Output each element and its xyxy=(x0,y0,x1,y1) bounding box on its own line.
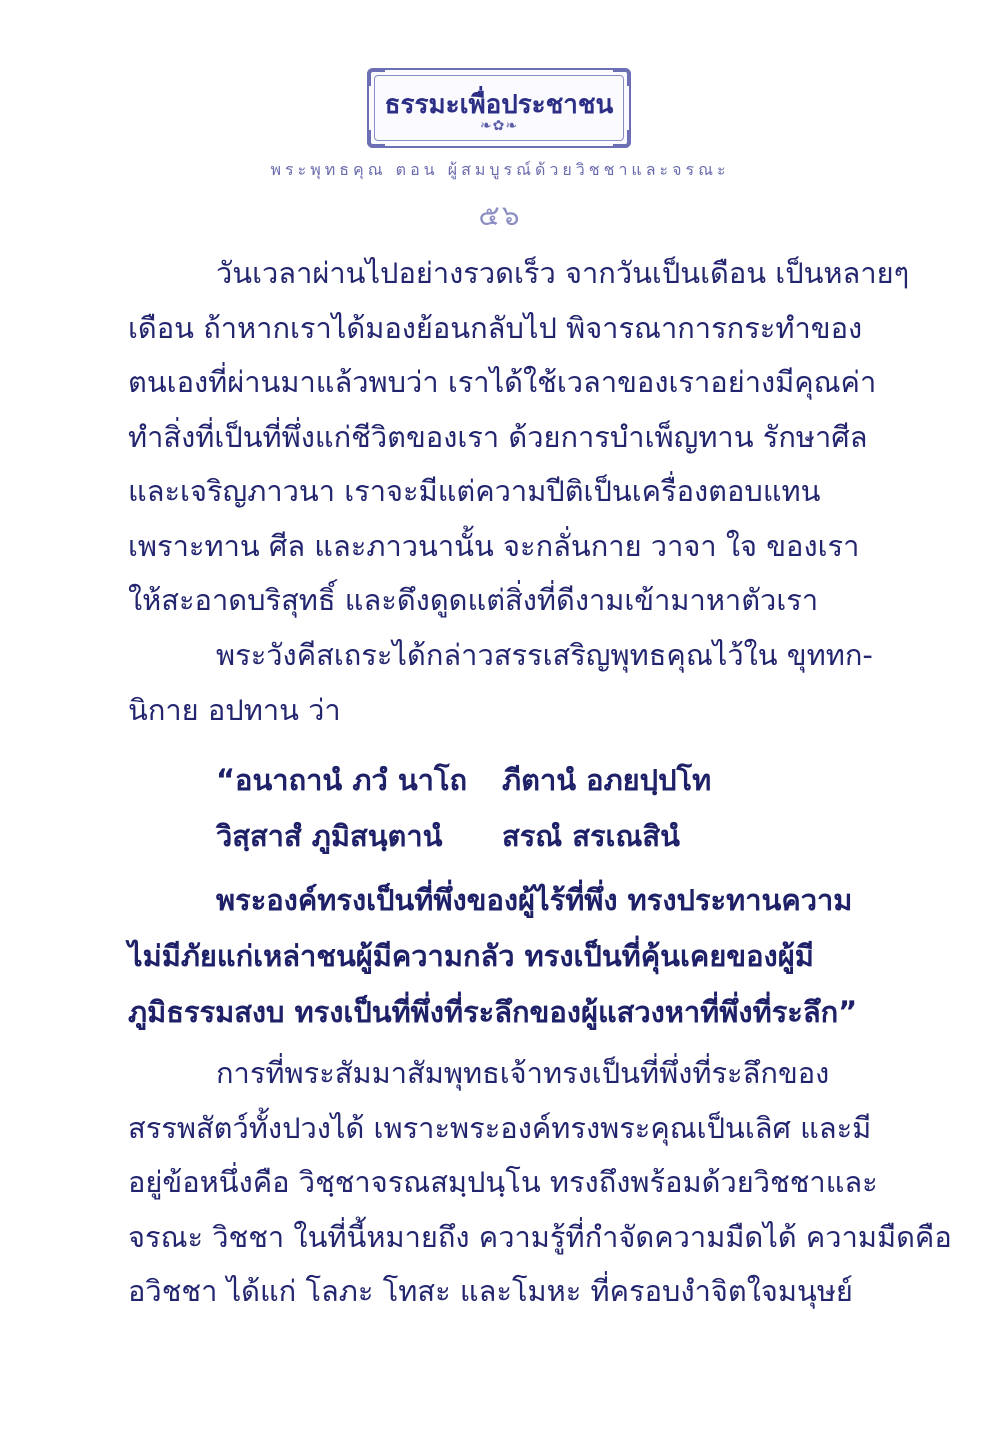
verse-right: สรณํ สรเณสินํ xyxy=(502,819,680,853)
text-line: การที่พระสัมมาสัมพุทธเจ้าทรงเป็นที่พึ่งที่ระลึกของ xyxy=(216,1056,830,1090)
verse-right: ภีตานํ อภยปฺปโท xyxy=(502,763,712,797)
text-line: พระวังคีสเถระได้กล่าวสรรเสริญพุทธคุณไว้ใน ขุททก- xyxy=(216,638,873,672)
text-line: และเจริญภาวนา เราจะมีแต่ความปีติเป็นเครื่องตอบแทน xyxy=(128,474,821,508)
text-line: เพราะทาน ศีล และภาวนานั้น จะกลั่นกาย วาจา ใจ ของเรา xyxy=(128,528,860,563)
verse-left: วิสฺสาสํ ภูมิสนฺตานํ xyxy=(216,819,443,853)
text-line: จรณะ วิชชา ในที่นี้หมายถึง ความรู้ที่กำจัดความมืดได้ ความมืดคือ xyxy=(128,1219,952,1254)
text-line: ตนเองที่ผ่านมาแล้วพบว่า เราได้ใช้เวลาของเราอย่างมีคุณค่า xyxy=(128,365,877,399)
paragraph-2 xyxy=(128,628,873,737)
text-line: อยู่ข้อหนึ่งคือ วิชฺชาจรณสมฺปนฺโน ทรงถึงพร้อมด้วยวิชชาและ xyxy=(128,1165,878,1199)
chapter-subtitle: พระพุทธคุณ ตอน ผู้สมบูรณ์ด้วยวิชชาและจรณะ xyxy=(270,160,730,179)
page-number: ๕๖ xyxy=(478,199,522,232)
verse-left: “อนาถานํ ภวํ นาโถ xyxy=(216,763,468,797)
text-line: อวิชชา ได้แก่ โลภะ โทสะ และโมหะ ที่ครอบงำจิตใจมนุษย์ xyxy=(128,1274,853,1308)
text-line: ภูมิธรรมสงบ ทรงเป็นที่พึ่งที่ระลึกของผู้แสวงหาที่พึ่งที่ระลึก” xyxy=(128,995,858,1029)
paragraph-1 xyxy=(128,246,910,628)
text-line: พระองค์ทรงเป็นที่พึ่งของผู้ไร้ที่พึ่ง ทรงประทานความ xyxy=(216,883,853,917)
text-line: ไม่มีภัยแก่เหล่าชนผู้มีความกลัว ทรงเป็นที่คุ้นเคยของผู้มี xyxy=(128,939,814,973)
text-line: สรรพสัตว์ทั้งปวงได้ เพราะพระองค์ทรงพระคุณเป็นเลิศ และมี xyxy=(128,1110,872,1145)
text-line: ทำสิ่งที่เป็นที่พึ่งแก่ชีวิตของเรา ด้วยการบำเพ็ญทาน รักษาศีล xyxy=(128,419,868,454)
text-line: วันเวลาผ่านไปอย่างรวดเร็ว จากวันเป็นเดือน เป็นหลายๆ xyxy=(216,256,910,290)
text-line: นิกาย อปทาน ว่า xyxy=(128,692,341,727)
text-line: เดือน ถ้าหากเราได้มองย้อนกลับไป พิจารณาการกระทำของ xyxy=(128,310,863,345)
book-logo xyxy=(367,68,631,148)
logo-ornament-icon: ❧✿❧ xyxy=(479,118,519,134)
text-line: ให้สะอาดบริสุทธิ์ และดึงดูดแต่สิ่งที่ดีงามเข้ามาหาตัวเรา xyxy=(128,583,819,617)
paragraph-3 xyxy=(128,1046,952,1319)
logo-title: ธรรมะเพื่อประชาชน xyxy=(384,90,614,120)
verse-translation xyxy=(128,872,858,1040)
